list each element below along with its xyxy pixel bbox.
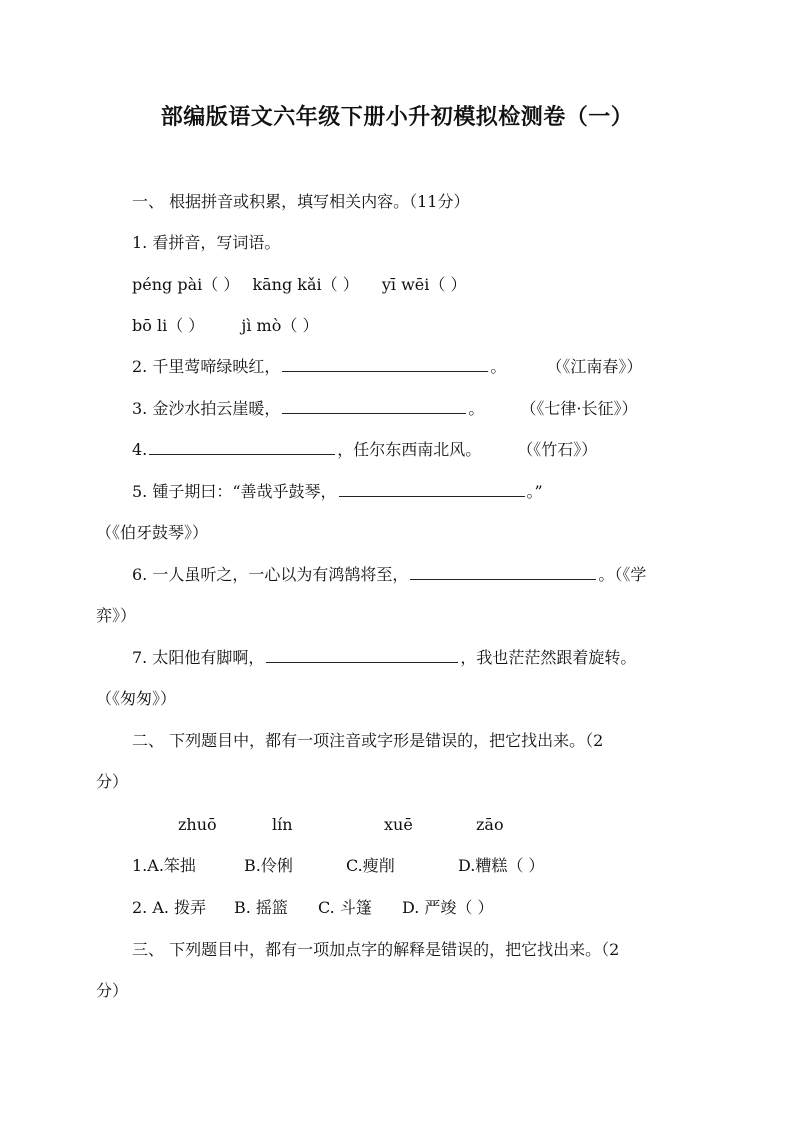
choice-1b: B.伶俐 xyxy=(244,856,293,875)
poem-source: （《江南春》） xyxy=(546,357,643,376)
choice-1c: C.瘦削 xyxy=(346,856,395,875)
answer-blank[interactable] xyxy=(149,440,335,455)
answer-blank[interactable] xyxy=(339,482,525,497)
question-4: 4. ，任尔东西南北风。 （《竹石》） xyxy=(132,440,598,459)
q1-text: 1. 看拼音，写词语。 xyxy=(132,233,281,252)
answer-blank[interactable] xyxy=(266,648,458,663)
question-2: 2. 千里莺啼绿映红， 。 （《江南春》） xyxy=(132,357,643,376)
choice-2c: C. 斗篷 xyxy=(318,898,372,917)
poem-source: （《七律·长征》） xyxy=(520,399,638,418)
question-3: 3. 金沙水拍云崖暖， 。 （《七律·长征》） xyxy=(132,399,638,418)
answer-blank[interactable] xyxy=(410,565,596,580)
choice-1a: 1.A.笨拙 xyxy=(132,856,196,875)
question-5: 5. 锺子期曰：“善哉乎鼓琴， 。” xyxy=(132,482,543,501)
poem-source: （《竹石》） xyxy=(517,440,598,459)
poem-source: 弈》） xyxy=(96,606,137,625)
poem-source: （《伯牙鼓琴》） xyxy=(96,523,209,542)
answer-blank[interactable] xyxy=(282,357,488,372)
pinyin-row-1 xyxy=(132,275,466,295)
choice-1d: D.糟糕（ ） xyxy=(458,856,545,875)
pinyin-row-2 xyxy=(132,316,318,336)
pinyin-xue: xuē xyxy=(384,815,413,834)
section2-heading-cont: 分） xyxy=(96,772,129,791)
pinyin-item: jì mò（ ） xyxy=(241,316,319,335)
page-title: 部编版语文六年级下册小升初模拟检测卷（一） xyxy=(160,104,634,130)
pinyin-item: bō li（ ） xyxy=(132,316,205,335)
poem-source: （《匆匆》） xyxy=(96,689,177,708)
choice-2a: 2. A. 拨弄 xyxy=(132,898,207,917)
section1-heading: 一、 根据拼音或积累，填写相关内容。（11分） xyxy=(132,192,470,211)
pinyin-item: péng pài（ ） xyxy=(132,275,240,294)
section3-heading-cont: 分） xyxy=(96,981,129,1000)
question-7: 7. 太阳他有脚啊， ，我也茫茫然跟着旋转。 xyxy=(132,648,637,667)
pinyin-zhuo: zhuō xyxy=(178,815,217,834)
pinyin-lin: lín xyxy=(272,815,293,834)
pinyin-zao: zāo xyxy=(476,815,504,834)
answer-blank[interactable] xyxy=(282,399,466,414)
choice-2d: D. 严竣（ ） xyxy=(402,898,494,917)
section3-heading: 三、 下列题目中，都有一项加点字的解释是错误的，把它找出来。（2 xyxy=(132,940,620,959)
pinyin-item: yī wēi（ ） xyxy=(381,275,467,294)
question-6: 6. 一人虽听之，一心以为有鸿鹄将至， 。（《学 xyxy=(132,565,647,584)
choice-2b: B. 摇篮 xyxy=(234,898,288,917)
pinyin-item: kāng kǎi（ ） xyxy=(252,275,359,294)
section2-heading: 二、 下列题目中，都有一项注音或字形是错误的，把它找出来。（2 xyxy=(132,731,604,750)
